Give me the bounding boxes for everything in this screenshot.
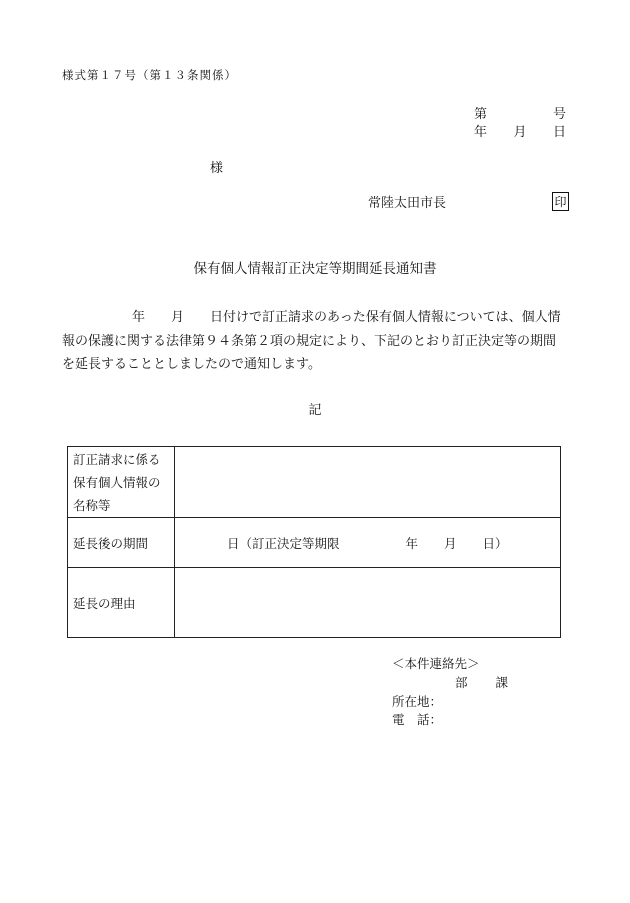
seal-mark: 印: [552, 192, 569, 211]
issue-date: [474, 126, 566, 139]
period-year: 年: [405, 535, 419, 551]
form-number: 様式第１７号（第１３条関係）: [62, 68, 237, 82]
body-month: 月: [171, 310, 185, 325]
reason-value: [175, 568, 561, 638]
addressee-suffix: 様: [210, 161, 224, 176]
info-table: [67, 446, 561, 638]
contact-phone: 電 話：: [392, 712, 443, 727]
contact-department: [455, 677, 508, 690]
period-value: [175, 518, 561, 568]
body-year: 年: [132, 310, 146, 325]
period-end: 日）: [482, 535, 508, 551]
period-day: 日（訂正決定等期限: [227, 535, 340, 551]
contact-bu: 部: [455, 675, 468, 690]
date-month: 月: [513, 125, 527, 140]
period-label: 延長後の期間: [68, 518, 175, 568]
table-row-subject: [68, 447, 561, 518]
reason-label: 延長の理由: [68, 568, 175, 638]
table-row-reason: [68, 568, 561, 638]
date-day: 日: [552, 125, 566, 140]
reference-number: [474, 108, 566, 121]
body-line-2: 報の保護に関する法律第９４条第２項の規定により、下記のとおり訂正決定等の期間: [62, 334, 557, 349]
reference-dai: 第: [474, 107, 488, 122]
contact-location: 所在地：: [392, 694, 443, 709]
subject-value: [175, 447, 561, 518]
body-line-3: を延長することとしましたので通知します。: [62, 357, 321, 372]
period-month: 月: [444, 535, 457, 551]
contact-header: ＜本件連絡先＞: [392, 656, 480, 671]
contact-ka: 課: [495, 675, 509, 690]
date-year: 年: [474, 125, 488, 140]
ki-heading: 記: [308, 403, 322, 418]
sender-name: 常陸太田市長: [368, 196, 447, 211]
subject-label: [68, 447, 175, 518]
body-line-1: [62, 311, 561, 324]
body-line-1-text: 日付けで訂正請求のあった保有個人情報については、個人情: [210, 310, 561, 325]
subject-label-line-3: 名称等: [73, 497, 111, 513]
document-title: 保有個人情報訂正決定等期間延長通知書: [193, 261, 437, 277]
reference-go: 号: [552, 107, 566, 122]
subject-label-line-1: 訂正請求に係る: [73, 451, 161, 467]
table-row-period: [68, 518, 561, 568]
subject-label-line-2: 保有個人情報の: [73, 474, 161, 490]
